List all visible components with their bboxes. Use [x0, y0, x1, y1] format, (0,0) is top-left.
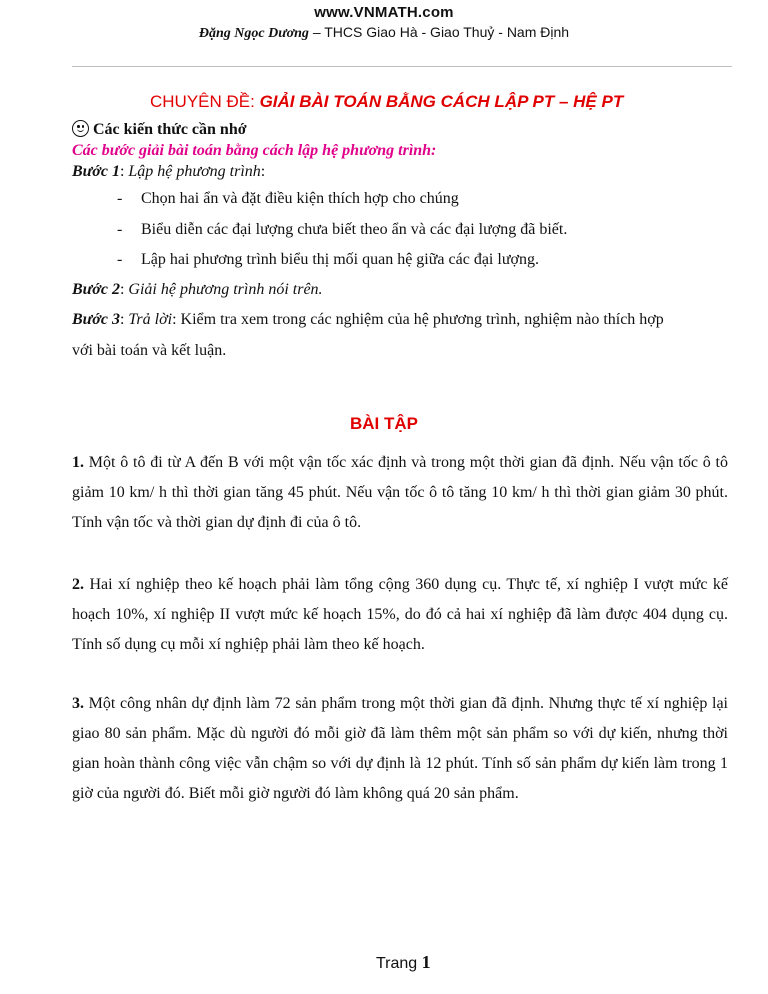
exercise-item [72, 448, 728, 538]
author-line [0, 24, 768, 42]
exercise-text: Một công nhân dự định làm 72 sản phẩm trong một thời gian đã định. Nhưng thực tế xí nghiệp lại giao 80 sản phẩm. Mặc dù người đó mỗi giờ đã làm thêm một sản phẩm so với dự kiến, nhưng thời gian hoàn thành công việc vẫn chậm so với dự định là 12 phút. Tính số sản phẩm dự kiến làm trong 1 giờ của người đó. Biết mỗi giờ người đó làm không quá 20 sản phẩm. [72, 695, 728, 802]
step-3-text: : Kiểm tra xem trong các nghiệm của hệ phương trình, nghiệm nào thích hợp [172, 311, 664, 328]
page-number: 1 [421, 952, 431, 972]
exercise-text: Một ô tô đi từ A đến B với một vận tốc xác định và trong một thời gian đã định. Nếu vận tốc ô tô giảm 10 km/ h thì thời gian tăng 45 phút. Nếu vận tốc ô tô tăng 10 km/ h thì thời gian giảm 30 phút. Tính vận tốc và thời gian dự định đi của ô tô. [72, 454, 728, 531]
bullet-item: - Lập hai phương trình biểu thị mối quan hệ giữa các đại lượng. [117, 251, 539, 268]
step-3-line: Bước 3: Trả lời: Kiểm tra xem trong các nghiệm của hệ phương trình, nghiệm nào thích hợp [72, 311, 664, 328]
step-2-line: Bước 2: Giải hệ phương trình nói trên. [72, 281, 323, 298]
smiley-icon [72, 120, 89, 137]
author-name: Đặng Ngọc Dương [198, 26, 309, 41]
knowledge-heading-line [72, 120, 247, 139]
topic-heading: GIẢI BÀI TOÁN BẰNG CÁCH LẬP PT – HỆ PT [259, 92, 624, 111]
header-divider [72, 66, 732, 67]
exercises-title: BÀI TẬP [350, 414, 418, 433]
exercise-item [72, 570, 728, 660]
page-label: Trang [376, 955, 422, 972]
school-name: – THCS Giao Hà - Giao Thuỷ - Nam Định [308, 24, 570, 40]
step-2-text: Giải hệ phương trình nói trên. [128, 281, 323, 298]
bullet-text: Chọn hai ẩn và đặt điều kiện thích hợp cho chúng [141, 190, 459, 207]
step-3-answer: Trả lời [128, 311, 173, 328]
exercise-number: 3. [72, 695, 84, 712]
step-2-label: Bước 2 [72, 281, 120, 298]
topic-prefix: CHUYÊN ĐỀ: [150, 92, 260, 111]
exercise-number: 1. [72, 454, 84, 471]
bullet-item: - Chọn hai ẩn và đặt điều kiện thích hợp cho chúng [117, 190, 459, 207]
page-footer [376, 952, 431, 973]
exercise-number: 2. [72, 576, 84, 593]
exercise-item [72, 689, 728, 809]
bullet-text: Lập hai phương trình biểu thị mối quan hệ giữa các đại lượng. [141, 251, 539, 268]
step-1-line: Bước 1: Lập hệ phương trình: [72, 163, 266, 180]
bullet-text: Biểu diễn các đại lượng chưa biết theo ẩn và các đại lượng đã biết. [141, 221, 568, 238]
steps-heading: Các bước giải bài toán bằng cách lập hệ phương trình: [72, 142, 437, 159]
bullet-item: - Biểu diễn các đại lượng chưa biết theo ẩn và các đại lượng đã biết. [117, 221, 568, 238]
knowledge-heading: Các kiến thức cần nhớ [93, 121, 247, 138]
step-1-text: Lập hệ phương trình [128, 163, 261, 180]
exercise-text: Hai xí nghiệp theo kế hoạch phải làm tổng cộng 360 dụng cụ. Thực tế, xí nghiệp I vượt mức kế hoạch 10%, xí nghiệp II vượt mức kế hoạch 15%, do đó cả hai xí nghiệp đã làm được 404 dụng cụ. Tính số dụng cụ mỗi xí nghiệp phải làm theo kế hoạch. [72, 576, 728, 653]
step-1-label: Bước 1 [72, 163, 120, 180]
topic-title [150, 92, 623, 112]
site-header: www.VNMATH.com [314, 4, 454, 21]
step-3-continuation: với bài toán và kết luận. [72, 342, 227, 359]
step-3-label: Bước 3 [72, 311, 120, 328]
